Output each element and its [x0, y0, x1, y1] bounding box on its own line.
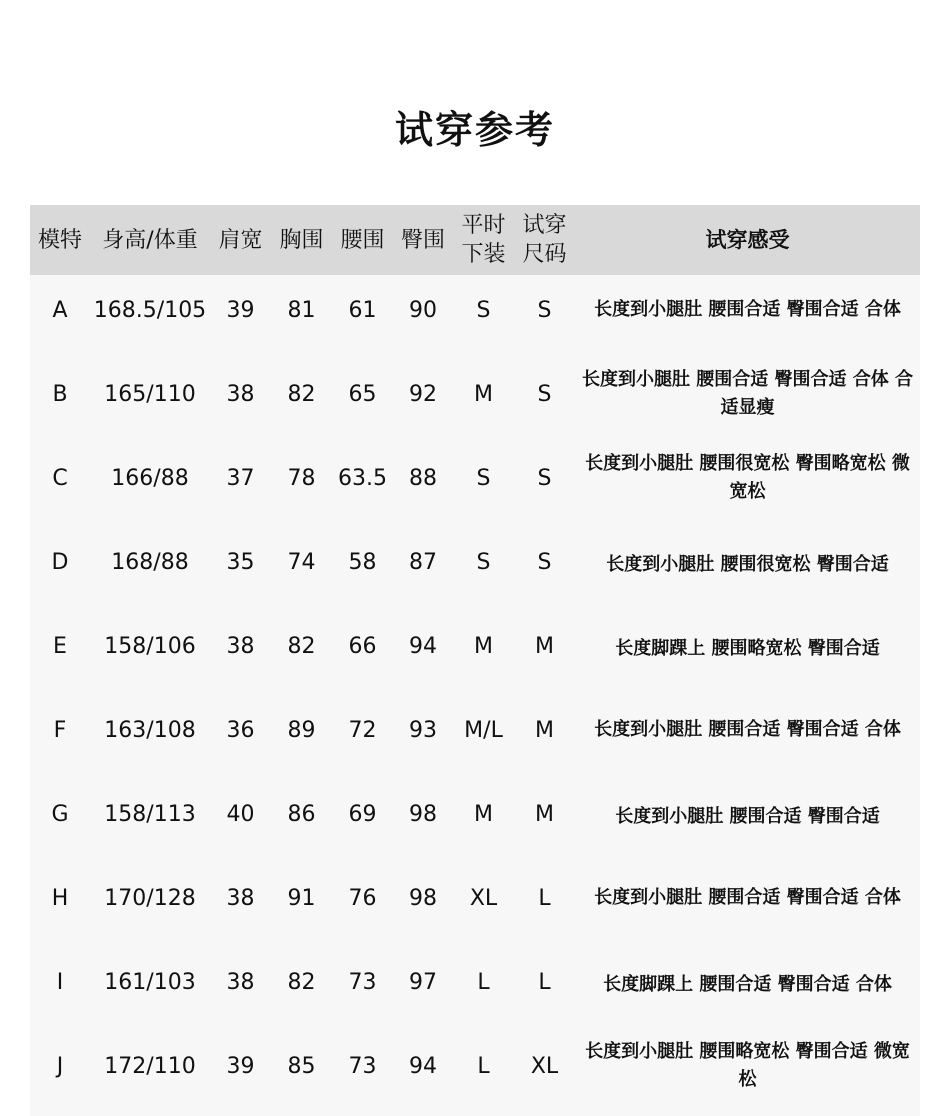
- cell-shoulder: 38: [226, 969, 255, 995]
- cell-height-weight: 168.5/105: [93, 297, 207, 323]
- cell-bust: 85: [287, 1053, 316, 1079]
- cell-usual-bottom: M/L: [464, 717, 503, 743]
- table-row: [30, 779, 920, 863]
- cell-try-size: XL: [530, 1053, 559, 1079]
- cell-hip: 97: [409, 969, 437, 995]
- cell-bust: 81: [287, 297, 316, 323]
- cell-waist: 58: [348, 549, 377, 575]
- cell-hip: 90: [409, 297, 437, 323]
- cell-feel: [575, 947, 920, 1023]
- cell-feel-text: 长度到小腿肚 腰围合适 臀围合适 合体 合适显瘦: [581, 369, 914, 418]
- cell-bust: 86: [287, 801, 316, 827]
- cell-waist: 66: [348, 633, 377, 659]
- cell-waist: 76: [348, 885, 377, 911]
- cell-feel: [575, 611, 920, 687]
- header-feel: 试穿感受: [705, 227, 790, 252]
- cell-shoulder: 38: [226, 885, 255, 911]
- header-try-size-line2: 尺码: [522, 242, 567, 267]
- cell-waist: 63.5: [338, 465, 387, 491]
- table-row: [30, 527, 920, 611]
- cell-height-weight: 165/110: [104, 381, 196, 407]
- cell-usual-bottom: M: [474, 801, 493, 827]
- cell-feel-text: 长度脚踝上 腰围略宽松 臀围合适: [615, 638, 880, 659]
- header-usual-bottom-line2: 下装: [461, 242, 506, 267]
- cell-feel-text: 长度到小腿肚 腰围略宽松 臀围合适 微宽松: [585, 1041, 910, 1090]
- header-usual-bottom: [453, 205, 514, 275]
- cell-waist: 72: [348, 717, 377, 743]
- cell-height-weight: 172/110: [104, 1053, 196, 1079]
- cell-shoulder: 36: [226, 717, 255, 743]
- table-row: [30, 359, 920, 443]
- cell-feel-text: 长度到小腿肚 腰围合适 臀围合适 合体: [594, 299, 901, 320]
- cell-feel: [575, 779, 920, 855]
- cell-model: J: [56, 1053, 64, 1079]
- cell-feel-text: 长度脚踝上 腰围合适 臀围合适 合体: [603, 974, 892, 995]
- cell-shoulder: 40: [226, 801, 255, 827]
- cell-shoulder: 37: [226, 465, 255, 491]
- cell-height-weight: 170/128: [104, 885, 196, 911]
- cell-waist: 69: [348, 801, 377, 827]
- cell-model: D: [51, 549, 69, 575]
- table-row: [30, 947, 920, 1031]
- header-bust: 胸围: [279, 227, 324, 253]
- cell-feel-text: 长度到小腿肚 腰围很宽松 臀围合适: [606, 554, 889, 575]
- cell-bust: 89: [287, 717, 316, 743]
- cell-bust: 74: [287, 549, 316, 575]
- header-shoulder: 肩宽: [218, 227, 263, 253]
- cell-feel-text: 长度到小腿肚 腰围合适 臀围合适 合体: [594, 719, 901, 740]
- cell-feel-text: 长度到小腿肚 腰围合适 臀围合适 合体: [594, 887, 901, 908]
- cell-usual-bottom: M: [474, 633, 493, 659]
- table-row: [30, 443, 920, 527]
- cell-height-weight: 163/108: [104, 717, 196, 743]
- cell-waist: 73: [348, 969, 377, 995]
- cell-shoulder: 38: [226, 381, 255, 407]
- cell-try-size: S: [537, 549, 552, 575]
- cell-waist: 73: [348, 1053, 377, 1079]
- cell-feel-text: 长度到小腿肚 腰围合适 臀围合适: [615, 806, 880, 827]
- cell-model: G: [51, 801, 69, 827]
- cell-waist: 65: [348, 381, 377, 407]
- cell-hip: 93: [409, 717, 437, 743]
- table-row: [30, 695, 920, 779]
- cell-model: E: [53, 633, 67, 659]
- cell-try-size: S: [537, 297, 552, 323]
- cell-height-weight: 158/113: [104, 801, 196, 827]
- cell-feel: [575, 359, 920, 429]
- header-hip: 臀围: [400, 227, 445, 253]
- cell-try-size: L: [538, 969, 551, 995]
- header-waist: 腰围: [340, 227, 385, 253]
- cell-usual-bottom: XL: [469, 885, 498, 911]
- cell-hip: 94: [409, 1053, 437, 1079]
- header-height-weight: 身高/体重: [102, 227, 198, 253]
- table-header: [30, 205, 920, 275]
- cell-try-size: M: [535, 633, 554, 659]
- cell-usual-bottom: L: [477, 969, 490, 995]
- cell-usual-bottom: L: [477, 1053, 490, 1079]
- cell-try-size: S: [537, 465, 552, 491]
- cell-hip: 88: [409, 465, 437, 491]
- cell-model: C: [52, 465, 68, 491]
- cell-hip: 92: [409, 381, 437, 407]
- cell-shoulder: 38: [226, 633, 255, 659]
- cell-feel: [575, 1031, 920, 1101]
- cell-height-weight: 158/106: [104, 633, 196, 659]
- cell-feel: [575, 275, 920, 345]
- cell-hip: 98: [409, 885, 437, 911]
- cell-usual-bottom: S: [476, 297, 491, 323]
- page-title: 试穿参考: [394, 108, 555, 152]
- header-model: 模特: [37, 227, 82, 253]
- cell-usual-bottom: S: [476, 465, 491, 491]
- cell-try-size: S: [537, 381, 552, 407]
- cell-hip: 94: [409, 633, 437, 659]
- cell-try-size: M: [535, 801, 554, 827]
- cell-feel: [575, 695, 920, 765]
- cell-height-weight: 166/88: [111, 465, 189, 491]
- cell-model: I: [56, 969, 64, 995]
- cell-shoulder: 39: [226, 1053, 255, 1079]
- table-row: [30, 1031, 920, 1115]
- cell-waist: 61: [348, 297, 377, 323]
- cell-try-size: L: [538, 885, 551, 911]
- cell-feel: [575, 443, 920, 513]
- cell-height-weight: 168/88: [111, 549, 189, 575]
- cell-model: F: [53, 717, 67, 743]
- cell-bust: 78: [287, 465, 316, 491]
- table-row: [30, 611, 920, 695]
- cell-bust: 82: [287, 969, 316, 995]
- cell-hip: 98: [409, 801, 437, 827]
- cell-try-size: M: [535, 717, 554, 743]
- cell-usual-bottom: M: [474, 381, 493, 407]
- cell-model: B: [52, 381, 68, 407]
- table-row: [30, 863, 920, 947]
- cell-bust: 82: [287, 381, 316, 407]
- cell-model: A: [52, 297, 68, 323]
- cell-feel: [575, 863, 920, 933]
- table-row: [30, 275, 920, 359]
- size-reference-table: [30, 205, 920, 1116]
- cell-hip: 87: [409, 549, 437, 575]
- header-usual-bottom-line1: 平时: [461, 213, 506, 238]
- cell-bust: 91: [287, 885, 316, 911]
- cell-feel-text: 长度到小腿肚 腰围很宽松 臀围略宽松 微宽松: [585, 453, 910, 502]
- cell-bust: 82: [287, 633, 316, 659]
- header-try-size-line1: 试穿: [522, 213, 567, 238]
- cell-model: H: [51, 885, 69, 911]
- cell-shoulder: 39: [226, 297, 255, 323]
- header-try-size: [514, 205, 575, 275]
- cell-feel: [575, 527, 920, 603]
- cell-shoulder: 35: [226, 549, 255, 575]
- cell-usual-bottom: S: [476, 549, 491, 575]
- cell-height-weight: 161/103: [104, 969, 196, 995]
